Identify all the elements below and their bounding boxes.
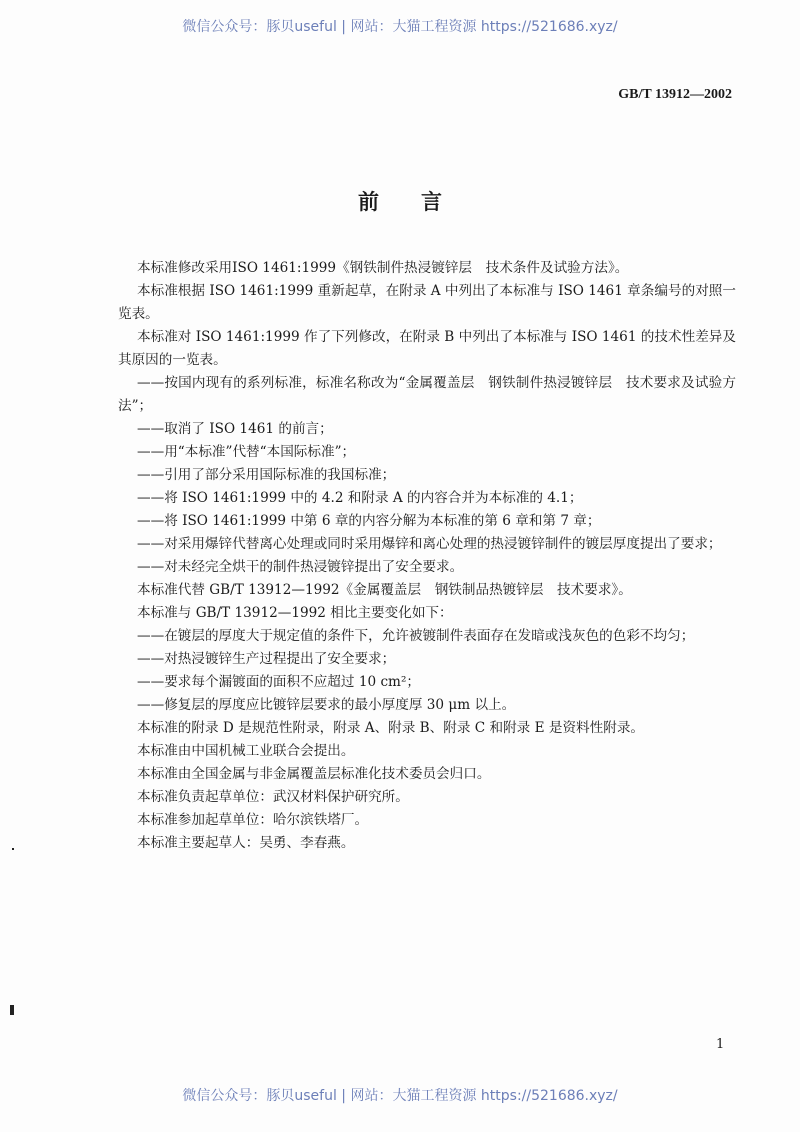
- page-title: 前言: [358, 190, 484, 214]
- standard-code: GB/T 13912—2002: [618, 87, 732, 102]
- paragraph: 本标准的附录 D 是规范性附录，附录 A、附录 B、附录 C 和附录 E 是资料性附录。: [137, 720, 645, 736]
- page-number: 1: [716, 1037, 725, 1052]
- watermark-bottom: 微信公众号：豚贝useful | 网站：大猫工程资源 https://521686.xyz/: [182, 1088, 618, 1104]
- paragraph: 本标准对 ISO 1461:1999 作了下列修改，在附录 B 中列出了本标准与 ISO 1461 的技术性差异及其原因的一览表。: [118, 329, 736, 368]
- scan-mark: [12, 848, 14, 850]
- paragraph: 本标准参加起草单位：哈尔滨铁塔厂。: [137, 812, 369, 828]
- paragraph: 本标准负责起草单位：武汉材料保护研究所。: [137, 789, 409, 805]
- paragraph: ——对采用爆锌代替离心处理或同时采用爆锌和离心处理的热浸镀锌制件的镀层厚度提出了要求；: [137, 536, 722, 552]
- paragraph: ——引用了部分采用国际标准的我国标准；: [137, 467, 396, 483]
- paragraph: ——修复层的厚度应比镀锌层要求的最小厚度厚 30 μm 以上。: [137, 697, 516, 713]
- foreword-body: [118, 257, 736, 855]
- paragraph: ——取消了 ISO 1461 的前言；: [137, 421, 333, 437]
- paragraph: 本标准由全国金属与非金属覆盖层标准化技术委员会归口。: [137, 766, 491, 782]
- paragraph: ——用“本标准”代替“本国际标准”；: [137, 444, 356, 460]
- paragraph: ——在镀层的厚度大于规定值的条件下，允许被镀制件表面存在发暗或浅灰色的色彩不均匀；: [137, 628, 695, 644]
- paragraph: 本标准与 GB/T 13912—1992 相比主要变化如下：: [137, 605, 453, 621]
- paragraph: ——按国内现有的系列标准，标准名称改为“金属覆盖层 钢铁制件热浸镀锌层 技术要求及试验方法”；: [118, 375, 736, 414]
- paragraph: ——对热浸镀锌生产过程提出了安全要求；: [137, 651, 396, 667]
- paragraph: ——要求每个漏镀面的面积不应超过 10 cm²；: [137, 674, 420, 690]
- paragraph: 本标准主要起草人：吴勇、李春燕。: [137, 835, 355, 851]
- watermark-top: 微信公众号：豚贝useful | 网站：大猫工程资源 https://521686.xyz/: [182, 19, 618, 35]
- paragraph: 本标准修改采用ISO 1461:1999《钢铁制件热浸镀锌层 技术条件及试验方法》。: [137, 260, 629, 276]
- paragraph: ——将 ISO 1461:1999 中第 6 章的内容分解为本标准的第 6 章和第 7 章；: [137, 513, 601, 529]
- paragraph: ——对未经完全烘干的制件热浸镀锌提出了安全要求。: [137, 559, 464, 575]
- scan-mark: [10, 1005, 14, 1015]
- paragraph: 本标准代替 GB/T 13912—1992《金属覆盖层 钢铁制品热镀锌层 技术要求》。: [137, 582, 632, 598]
- paragraph: 本标准由中国机械工业联合会提出。: [137, 743, 355, 759]
- paragraph: 本标准根据 ISO 1461:1999 重新起草，在附录 A 中列出了本标准与 ISO 1461 章条编号的对照一览表。: [118, 283, 736, 322]
- paragraph: ——将 ISO 1461:1999 中的 4.2 和附录 A 的内容合并为本标准的 4.1；: [137, 490, 583, 506]
